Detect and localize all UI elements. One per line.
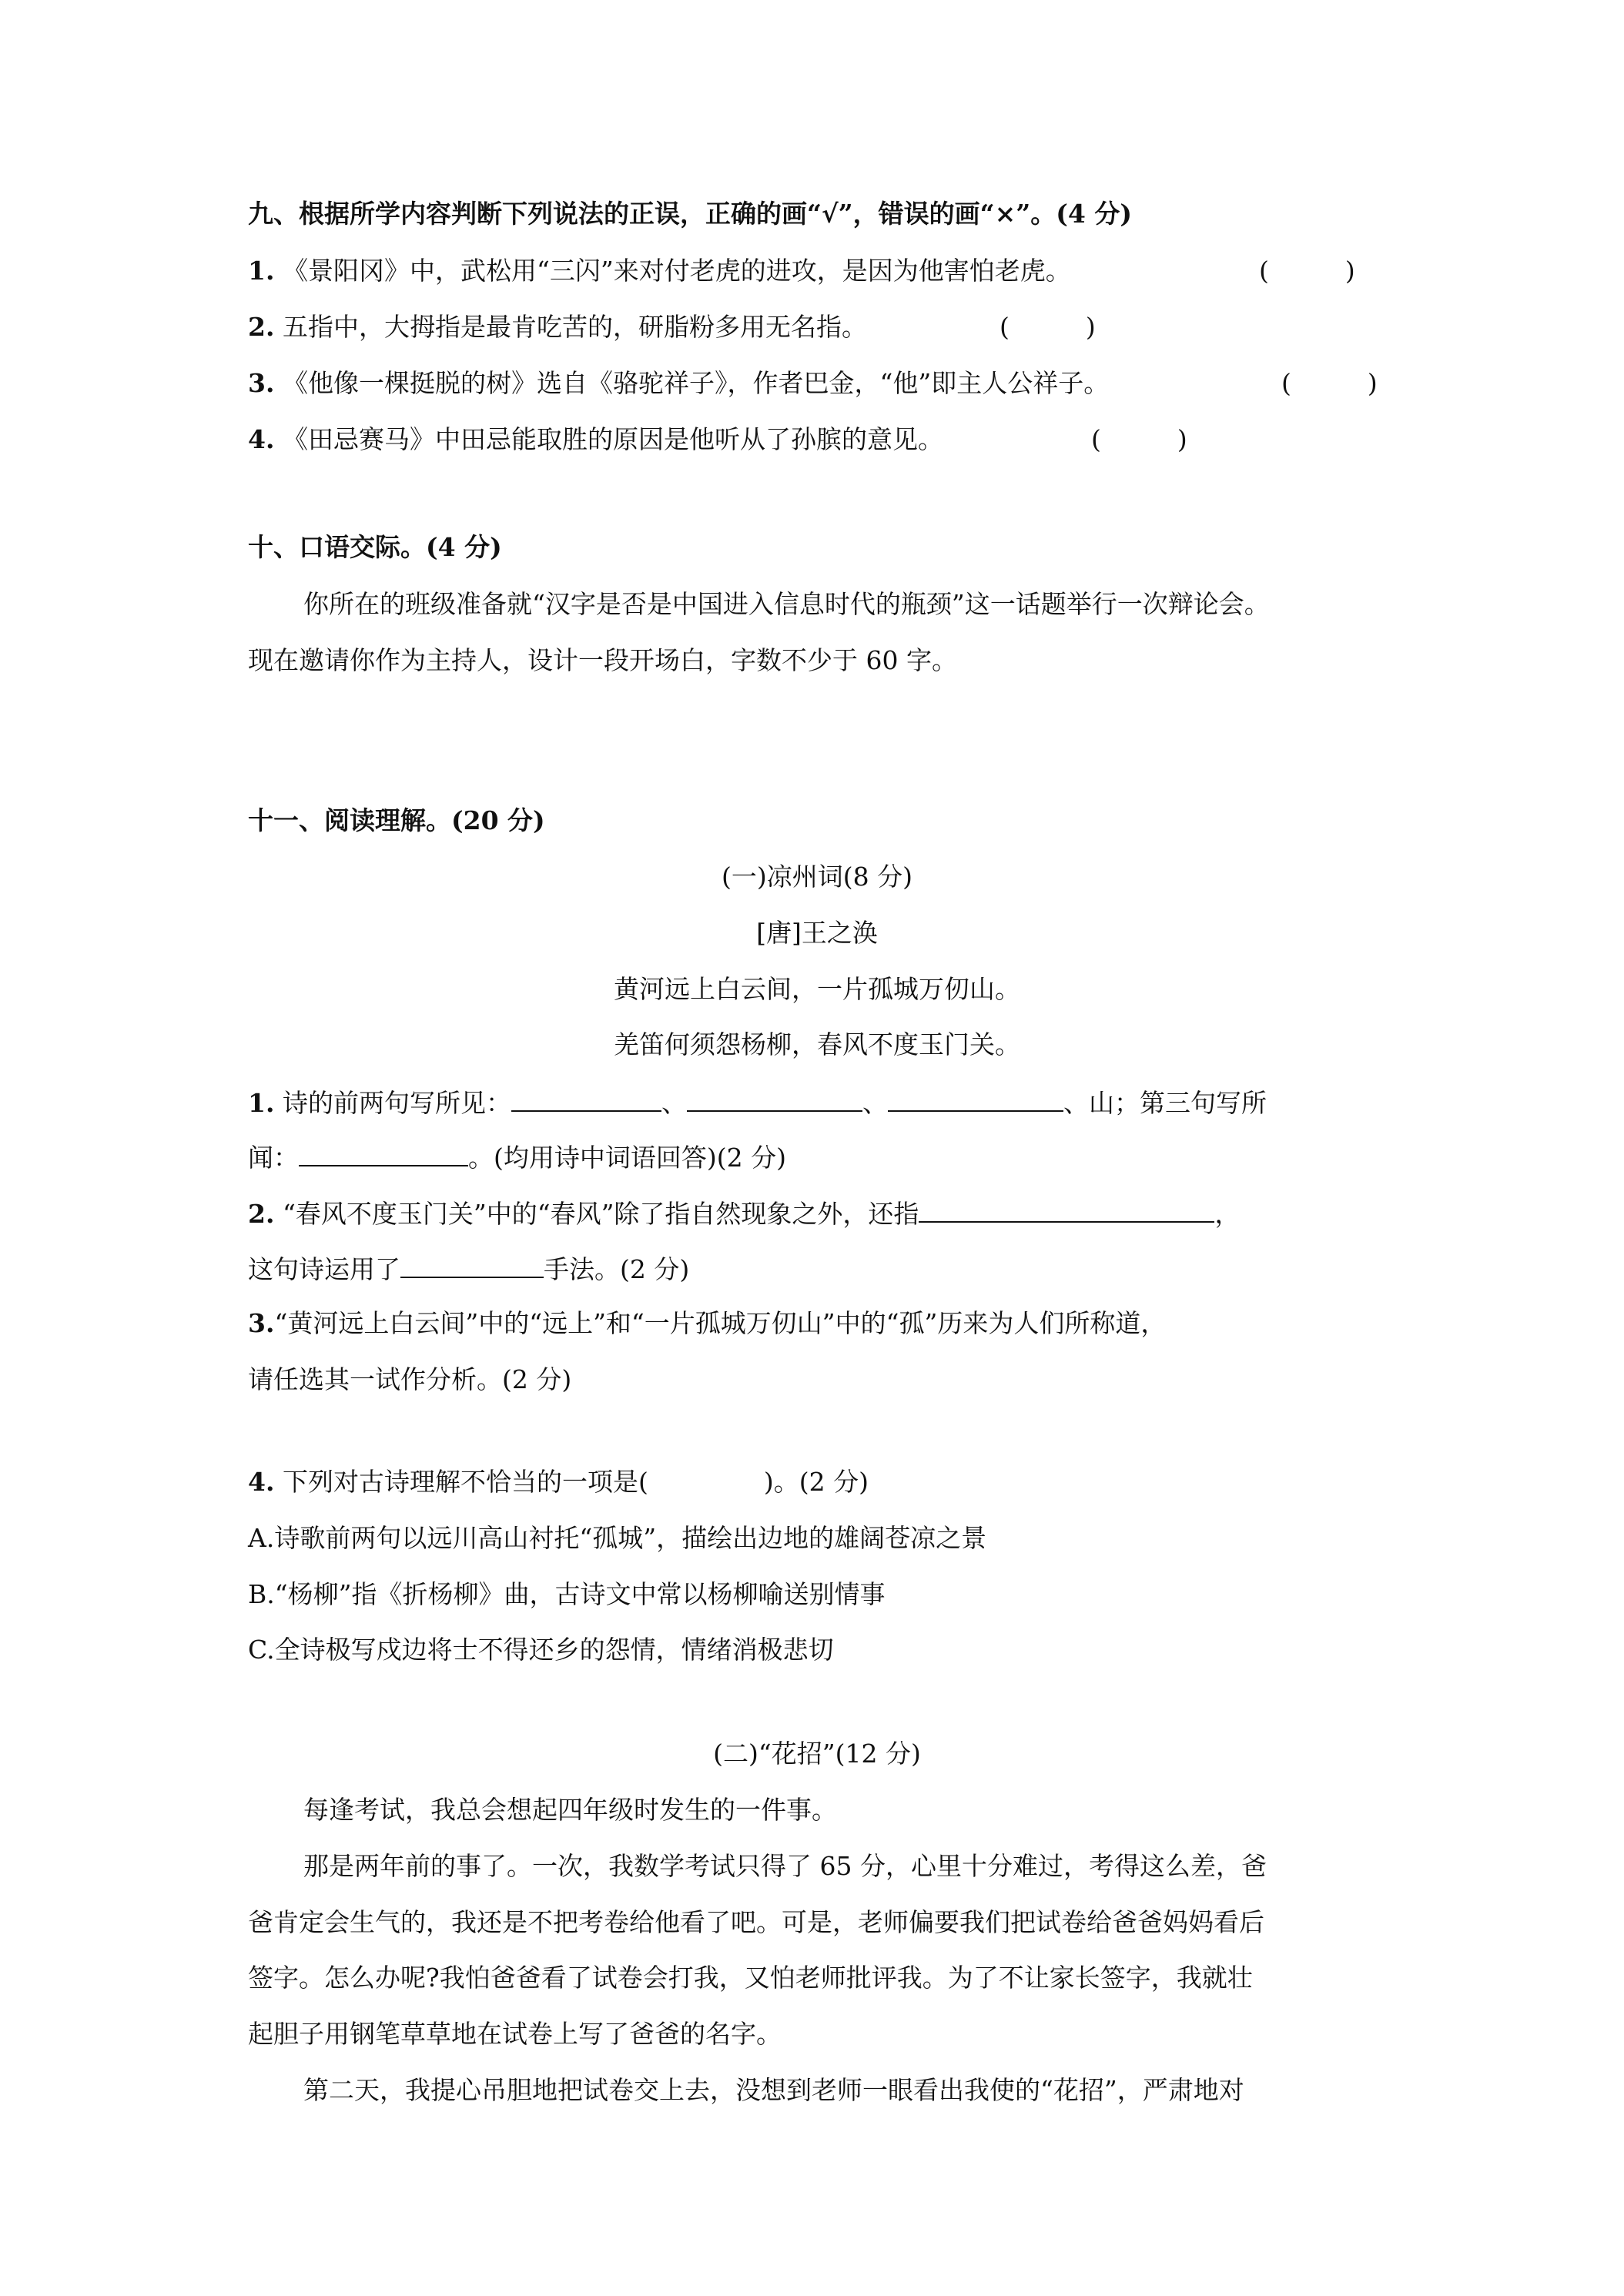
fill-blank[interactable]	[919, 1195, 1214, 1223]
answer-paren-1[interactable]: ( )	[1259, 256, 1355, 286]
answer-paren-4[interactable]: ( )	[1091, 424, 1187, 454]
option-b: B.“杨柳”指《折杨柳》曲，古诗文中常以杨柳喻送别情事	[248, 1579, 886, 1609]
story-line-6: 第二天，我提心吊胆地把试卷交上去，没想到老师一眼看出我使的“花招”，严肃地对	[303, 2075, 1244, 2105]
fill-blank[interactable]	[400, 1250, 544, 1278]
poem-line-1: 黄河远上白云间，一片孤城万仞山。	[614, 974, 1020, 1004]
question-text: 、山；第三句写所	[1063, 1088, 1267, 1118]
question-number: 2.	[248, 1199, 275, 1229]
item-number: 4.	[248, 424, 275, 454]
poem-author: [唐]王之涣	[756, 918, 878, 948]
question-text: “黄河远上白云间”中的“远上”和“一片孤城万仞山”中的“孤”历来为人们所称道，	[274, 1308, 1167, 1338]
question-number: 1.	[248, 1088, 275, 1118]
item-text: 五指中，大拇指是最肯吃苦的，研脂粉多用无名指。	[282, 312, 867, 342]
story-line-4: 签字。怎么办呢?我怕爸爸看了试卷会打我，又怕老师批评我。为了不让家长签字，我就壮	[248, 1963, 1253, 1993]
poem-title: (一)凉州词(8 分)	[722, 862, 912, 892]
question-text: 诗的前两句写所见：	[282, 1088, 511, 1118]
answer-paren-3[interactable]: ( )	[1281, 368, 1378, 398]
separator: 、	[862, 1088, 888, 1118]
separator: 、	[661, 1088, 687, 1118]
oral-prompt-line-2: 现在邀请你作为主持人，设计一段开场白，字数不少于 60 字。	[248, 645, 957, 675]
item-number: 2.	[248, 312, 275, 342]
item-number: 1.	[248, 256, 275, 286]
section-10-heading: 十、口语交际。(4 分)	[248, 532, 502, 562]
item-text: 《他像一棵挺脱的树》选自《骆驼祥子》，作者巴金，“他”即主人公祥子。	[282, 368, 1110, 398]
oral-prompt-line-1: 你所在的班级准备就“汉字是否是中国进入信息时代的瓶颈”这一话题举行一次辩论会。	[303, 589, 1270, 619]
question-text: “春风不度玉门关”中的“春风”除了指自然现象之外，还指	[282, 1199, 919, 1229]
story-line-1: 每逢考试，我总会想起四年级时发生的一件事。	[303, 1795, 837, 1825]
question-text: 下列对古诗理解不恰当的一项是(	[282, 1467, 648, 1497]
judge-item-2	[248, 310, 867, 344]
judge-item-4	[248, 423, 943, 457]
question-4	[248, 1465, 869, 1499]
judge-item-3	[248, 366, 1109, 400]
fill-blank[interactable]	[888, 1084, 1063, 1112]
story-title: (二)“花招”(12 分)	[713, 1739, 921, 1769]
fill-blank[interactable]	[299, 1139, 468, 1166]
option-c: C.全诗极写戍边将士不得还乡的怨情，情绪消极悲切	[248, 1635, 834, 1665]
fill-blank[interactable]	[511, 1084, 661, 1112]
question-number: 4.	[248, 1467, 275, 1497]
question-3-cont: 请任选其一试作分析。(2 分)	[248, 1364, 572, 1394]
question-text: 手法。(2 分)	[544, 1254, 690, 1284]
item-number: 3.	[248, 368, 275, 398]
question-2	[248, 1195, 1240, 1231]
poem-line-2: 羌笛何须怨杨柳，春风不度玉门关。	[614, 1029, 1020, 1059]
fill-blank[interactable]	[687, 1084, 862, 1112]
separator: ，	[1214, 1199, 1241, 1229]
story-line-2: 那是两年前的事了。一次，我数学考试只得了 65 分，心里十分难过，考得这么差，爸	[303, 1851, 1267, 1881]
question-number: 3.	[248, 1308, 275, 1338]
question-text: 这句诗运用了	[248, 1254, 400, 1284]
section-11-heading: 十一、阅读理解。(20 分)	[248, 805, 545, 835]
section-9-heading: 九、根据所学内容判断下列说法的正误，正确的画“√”，错误的画“×”。(4 分)	[248, 199, 1132, 229]
option-a: A.诗歌前两句以远川高山衬托“孤城”，描绘出边地的雄阔苍凉之景	[248, 1523, 987, 1553]
item-text: 《景阳冈》中，武松用“三闪”来对付老虎的进攻，是因为他害怕老虎。	[282, 256, 1071, 286]
judge-item-1	[248, 254, 1071, 288]
question-1-cont	[248, 1139, 786, 1175]
answer-paren-2[interactable]: ( )	[1000, 312, 1096, 342]
story-line-5: 起胆子用钢笔草草地在试卷上写了爸爸的名字。	[248, 2019, 782, 2049]
question-text: 。(均用诗中词语回答)(2 分)	[468, 1143, 786, 1173]
question-3	[248, 1307, 1166, 1340]
question-1	[248, 1084, 1267, 1120]
question-text: 闻：	[248, 1143, 299, 1173]
question-2-cont	[248, 1250, 689, 1287]
question-text: )。(2 分)	[763, 1467, 869, 1497]
item-text: 《田忌赛马》中田忌能取胜的原因是他听从了孙膑的意见。	[282, 424, 943, 454]
story-line-3: 爸肯定会生气的，我还是不把考卷给他看了吧。可是，老师偏要我们把试卷给爸爸妈妈看后	[248, 1907, 1264, 1937]
